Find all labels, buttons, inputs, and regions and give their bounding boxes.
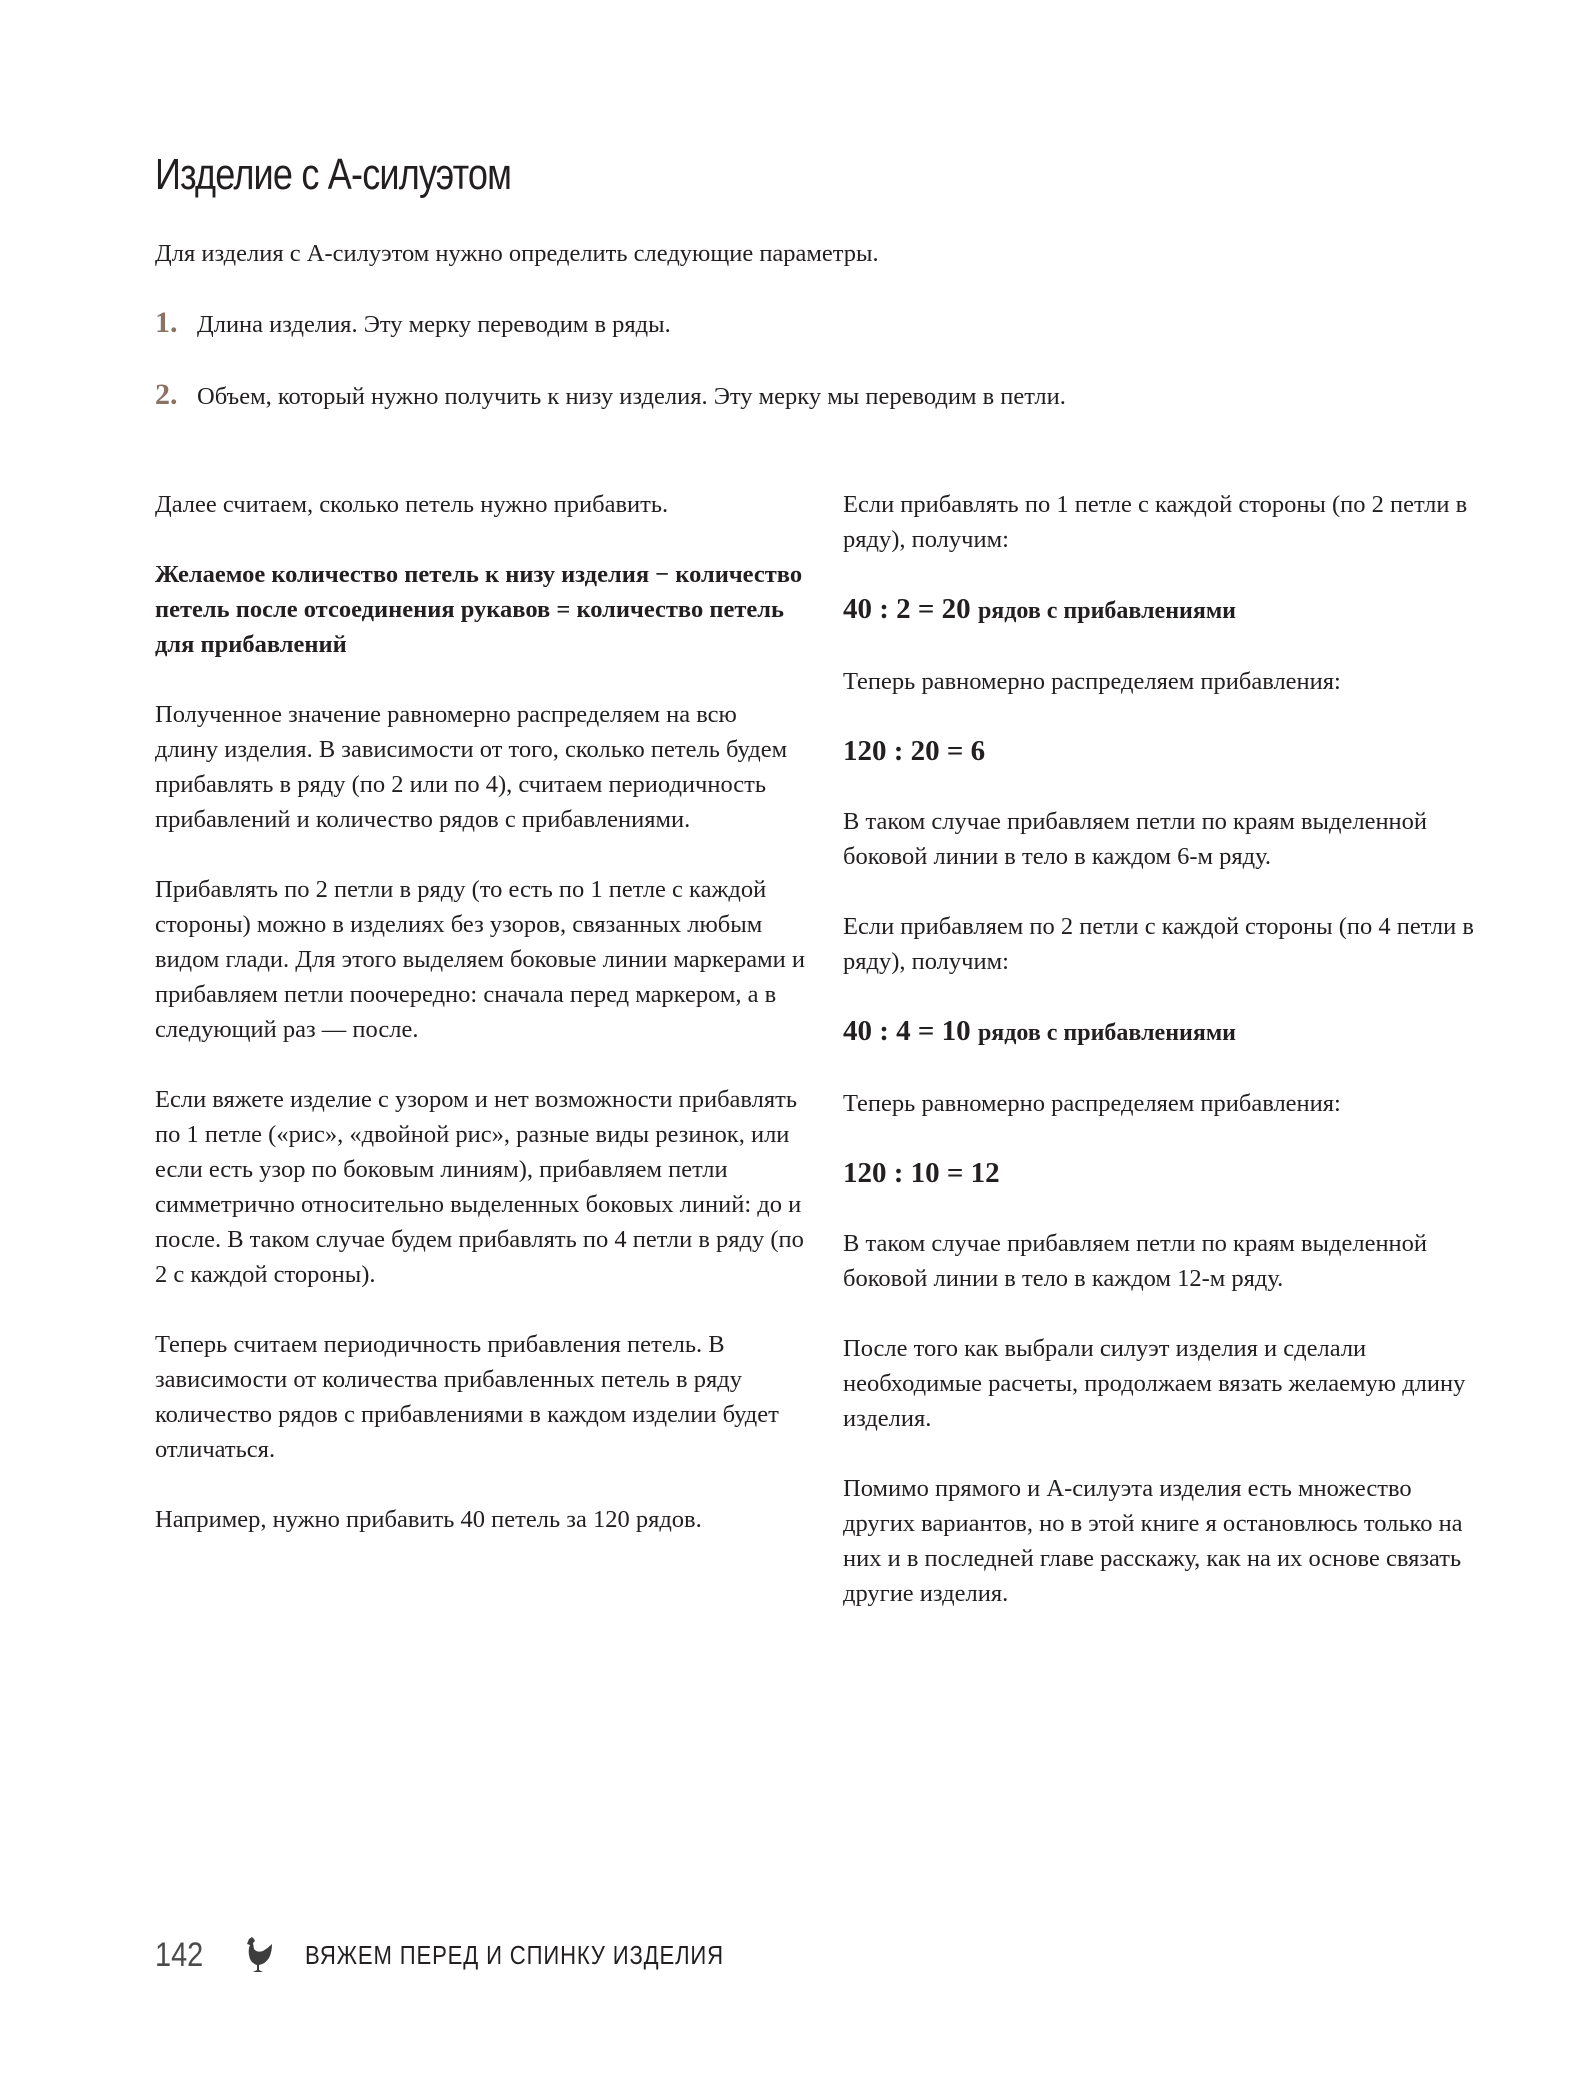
page-footer (155, 1935, 798, 1975)
formula (843, 1014, 1483, 1051)
paragraph: Полученное значение равномерно распределяем на всю длину изделия. В зависимости от того, сколько петель будем прибавлять в ряду (по 2 или по 4), считаем периодичность прибавлений и количество рядов с прибавлениями. (155, 701, 788, 833)
paragraph: Теперь считаем периодичность прибавления петель. В зависимости от количества прибавленных петель в ряду количество рядов с прибавлениями в каждом изделии будет отличаться. (155, 1331, 779, 1463)
chapter-title: ВЯЖЕМ ПЕРЕД И СПИНКУ ИЗДЕЛИЯ (305, 1939, 724, 1970)
formula: 120 : 10 = 12 (843, 1157, 1000, 1189)
paragraph: Теперь равномерно распределяем прибавления: (843, 1090, 1341, 1117)
list-item-2 (155, 378, 1066, 412)
left-column (155, 487, 805, 1572)
paragraph: Теперь равномерно распределяем прибавления: (843, 668, 1341, 695)
list-text: Длина изделия. Эту мерку переводим в ряды. (197, 311, 671, 338)
list-number: 1. (155, 306, 178, 339)
page-heading: Изделие с А-силуэтом (155, 150, 512, 199)
paragraph: Например, нужно прибавить 40 петель за 120 рядов. (155, 1506, 702, 1533)
formula: 120 : 20 = 6 (843, 735, 986, 767)
formula-text: рядов с прибавлениями (977, 1020, 1237, 1046)
paragraph: Далее считаем, сколько петель нужно прибавить. (155, 491, 669, 518)
paragraph: Если прибавлять по 1 петле с каждой стороны (по 2 петли в ряду), получим: (843, 491, 1468, 553)
paragraph: Прибавлять по 2 петли в ряду (то есть по 1 петле с каждой стороны) можно в изделиях без узоров, связанных любым видом глади. Для этого выделяем боковые линии маркерами и прибавляем петли поочередно: сначала перед маркером, а в следующий раз — после. (155, 876, 806, 1043)
hen-icon (241, 1935, 275, 1975)
paragraph: Помимо прямого и А-силуэта изделия есть множество других вариантов, но в этой книге я остановлюсь только на них и в последней главе расскажу, как на их основе связать другие изделия. (843, 1475, 1463, 1607)
right-column (843, 487, 1483, 1646)
formula-text: рядов с прибавлениями (977, 598, 1237, 624)
paragraph: В таком случае прибавляем петли по краям выделенной боковой линии в тело в каждом 6-м ряду. (843, 808, 1428, 870)
list-item-1 (155, 306, 671, 340)
formula-numbers: 40 : 2 = 20 (843, 593, 971, 625)
page-number: 142 (155, 1935, 204, 1974)
intro-paragraph: Для изделия с А-силуэтом нужно определить следующие параметры. (155, 240, 879, 267)
formula-numbers: 40 : 4 = 10 (843, 1015, 971, 1047)
paragraph: После того как выбрали силуэт изделия и сделали необходимые расчеты, продолжаем вязать желаемую длину изделия. (843, 1335, 1466, 1432)
paragraph: В таком случае прибавляем петли по краям выделенной боковой линии в тело в каждом 12-м ряду. (843, 1230, 1428, 1292)
formula (843, 592, 1483, 629)
list-text: Объем, который нужно получить к низу изделия. Эту мерку мы переводим в петли. (197, 383, 1066, 410)
paragraph: Если вяжете изделие с узором и нет возможности прибавлять по 1 петле («рис», «двойной рис», разные виды резинок, или если есть узор по боковым линиям), прибавляем петли симметрично относительно выделенных боковых линий: до и после. В таком случае будем прибавлять по 4 петли в ряду (по 2 с каждой стороны). (155, 1086, 804, 1288)
paragraph: Если прибавляем по 2 петли с каждой стороны (по 4 петли в ряду), получим: (843, 913, 1474, 975)
formula-bold: Желаемое количество петель к низу изделия − количество петель после отсоединения рукавов = количество петель для прибавлений (155, 561, 803, 658)
list-number: 2. (155, 378, 178, 411)
